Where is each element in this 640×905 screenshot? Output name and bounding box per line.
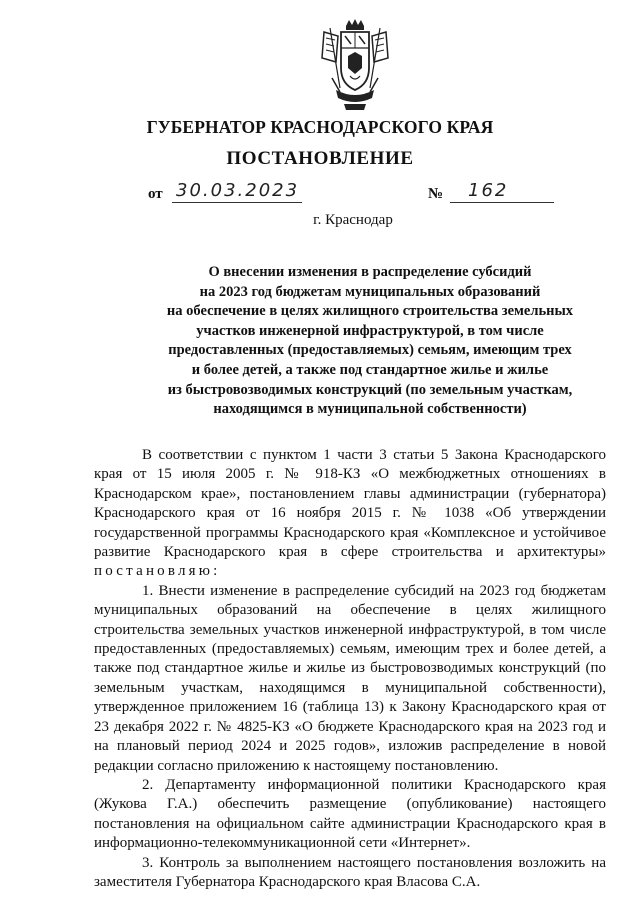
decree-word: постановляю:	[94, 563, 221, 580]
title-line: участков инженерной инфраструктурой, в том числе	[196, 322, 544, 339]
date-value: 30.03.2023	[176, 180, 300, 201]
title-line: на обеспечение в целях жилищного строительства земельных	[166, 303, 574, 320]
title-line: находящимся в муниципальной собственности)	[213, 401, 527, 418]
date-number-line	[148, 180, 568, 206]
date-label: от	[148, 186, 163, 202]
issuer-title: ГУБЕРНАТОР КРАСНОДАРСКОГО КРАЯ	[146, 117, 494, 137]
title-line: из быстровозводимых конструкций (по земельным участкам,	[167, 381, 573, 398]
document-title	[150, 263, 590, 420]
title-line: на 2023 год бюджетам муниципальных образований	[199, 283, 541, 300]
date-underline	[172, 202, 302, 203]
number-value: 162	[468, 180, 509, 201]
item-1-paragraph: 1. Внести изменение в распределение субсидий на 2023 год бюджетам муниципальных образований на обеспечение в целях жилищного строительства земельных участков инженерной инфраструктурой, в том числе предоставленных (предоставляемых) семьям, имеющим трех и более детей, а также под стандартное жилье и жилье из быстровозводимых конструкций (по земельным участкам, находящимся в муниципальной собственности), утвержденное приложением 16 (таблица 13) к Закону Краснодарского края от 23 декабря 2022 г. № 4825-КЗ «О бюджете Краснодарского края на 2023 год и на плановый период 2024 и 2025 годов», изложив распределение в новой редакции согласно приложению к настоящему постановлению.	[94, 582, 606, 774]
title-line: предоставленных (предоставляемых) семьям, имеющим трех	[168, 342, 572, 359]
document-body	[94, 446, 606, 892]
number-underline	[450, 202, 554, 203]
number-label: №	[428, 186, 444, 202]
coat-of-arms-emblem	[318, 18, 392, 114]
title-line: О внесении изменения в распределение субсидий	[208, 264, 532, 280]
city: г. Краснодар	[313, 212, 393, 228]
item-2-paragraph: 2. Департаменту информационной политики Краснодарского края (Жукова Г.А.) обеспечить размещение (опубликование) настоящего постановления на официальном сайте администрации Краснодарского края в информационно-телекоммуникационной сети «Интернет».	[94, 776, 606, 852]
document-type: ПОСТАНОВЛЕНИЕ	[226, 148, 414, 169]
item-3-paragraph: 3. Контроль за выполнением настоящего постановления возложить на заместителя Губернатора Краснодарского края Власова С.А.	[94, 854, 606, 890]
title-line: и более детей, а также под стандартное жилье и жилье	[191, 361, 549, 378]
preamble-paragraph: В соответствии с пунктом 1 части 3 статьи 5 Закона Краснодарского края от 15 июля 2005 г. № 918-КЗ «О межбюджетных отношениях в Краснодарском крае», постановлением главы администрации (губернатора) Краснодарского края от 16 ноября 2015 г. № 1038 «Об утверждении государственной программы Краснодарского края «Комплексное и устойчивое развитие Краснодарского края в сфере строительства и архитектуры»	[94, 447, 606, 561]
